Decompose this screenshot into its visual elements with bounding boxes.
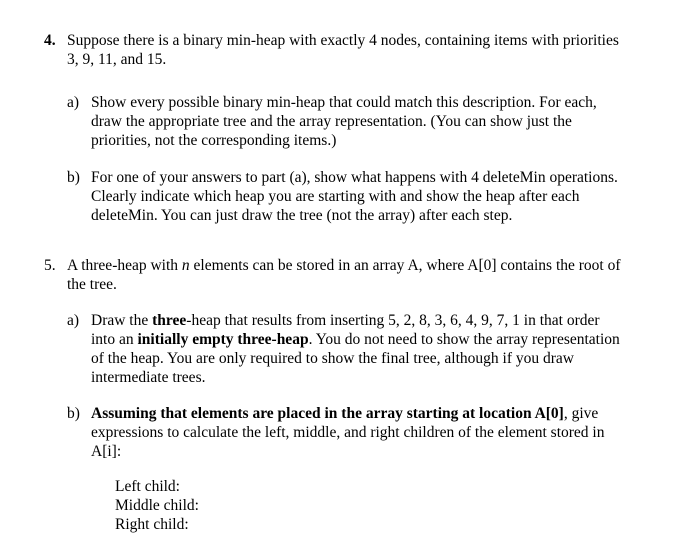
q5-text-line1 [67,257,621,276]
q5a-line4: intermediate trees. [91,369,206,386]
q4-text-line1: Suppose there is a binary min-heap with exactly 4 nodes, containing items with priorities [67,32,619,49]
q4-text-line2: 3, 9, 11, and 15. [67,51,167,68]
q5b-line3: A[i]: [91,443,122,460]
q5-line1-post: elements can be stored in an array A, where A[0] contains the root of [189,257,621,274]
q4-number: 4. [44,32,56,49]
q5-line1-var: n [181,257,190,274]
middle-child-label: Middle child: [115,497,199,514]
q5a-line1-pre: Draw the [91,312,153,329]
q5b-line2: expressions to calculate the left, middle, and right children of the element stored in [91,424,605,441]
q5a-label: a) [67,312,80,329]
q4b-label: b) [67,169,80,186]
q4b-line2: Clearly indicate which heap you are starting with and show the heap after each [91,188,580,205]
q5b-line1 [91,405,598,424]
q5-text-line2: the tree. [67,276,117,293]
left-child-label: Left child: [115,478,180,495]
q4a-line2: draw the appropriate tree and the array representation. (You can show just the [91,113,572,130]
q5b-line1-bold: Assuming that elements are placed in the array starting at location A[0] [91,405,564,422]
q5-number: 5. [44,257,56,274]
q4b-line3: deleteMin. You can just draw the tree (not the array) after each step. [91,207,513,224]
q5-line1-pre: A three-heap with [67,257,182,274]
q5a-line2-pre: into an [91,331,138,348]
right-child-label: Right child: [115,516,189,533]
q5a-line2 [91,331,620,350]
q5a-line1-post: -heap that results from inserting 5, 2, 8, 3, 6, 4, 9, 7, 1 in that order [186,312,600,329]
q5a-line1-bold: three [152,312,187,329]
q5a-line3: of the heap. You are only required to show the final tree, although if you draw [91,350,574,367]
q5a-line2-bold: initially empty three-heap [137,331,309,348]
q4a-line1: Show every possible binary min-heap that could match this description. For each, [91,94,597,111]
q5a-line2-post: . You do not need to show the array representation [308,331,620,348]
q4a-label: a) [67,94,80,111]
q5a-line1 [91,312,600,331]
q5b-line1-post: , give [563,405,599,422]
q4b-line1: For one of your answers to part (a), show what happens with 4 deleteMin operations. [91,169,618,186]
q4a-line3: priorities, not the corresponding items.) [91,132,337,149]
q5b-label: b) [67,405,80,422]
